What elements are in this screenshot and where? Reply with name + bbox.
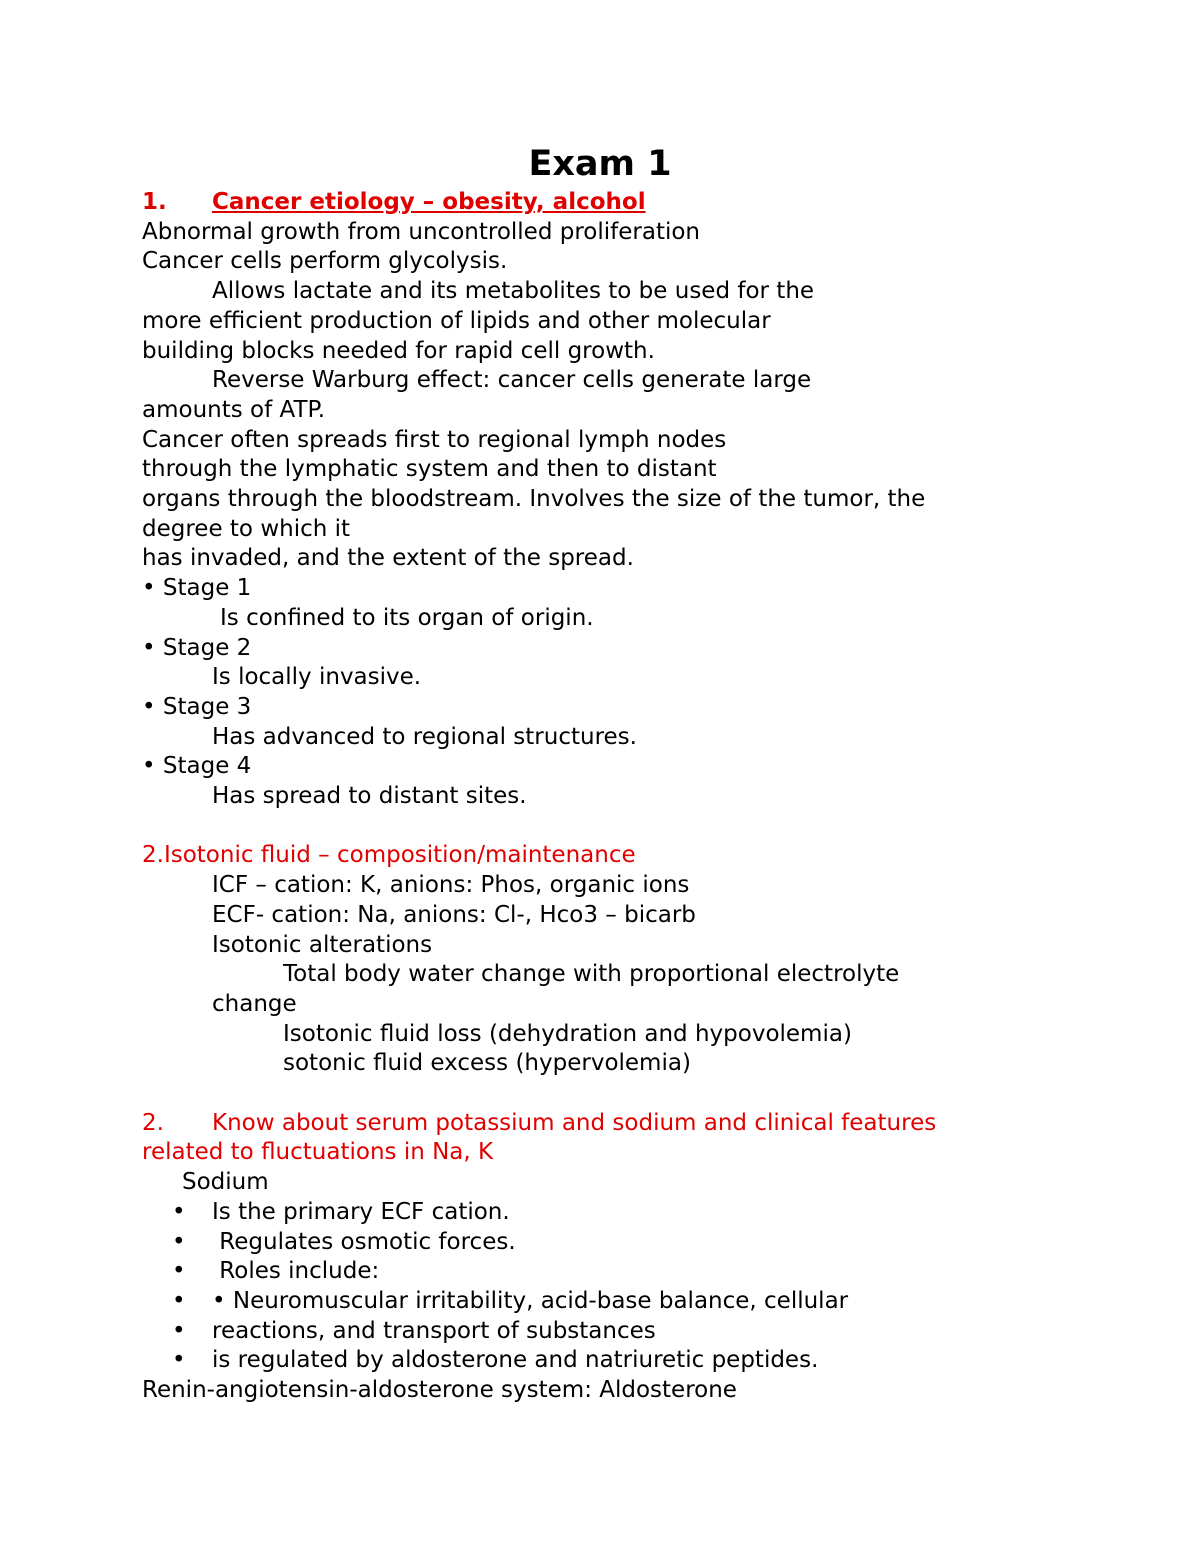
stage-label: • Stage 4: [142, 753, 252, 780]
section2-heading: 2.Isotonic fluid – composition/maintenance: [142, 842, 636, 869]
bullet-icon: •: [172, 1347, 186, 1374]
section3-number: 2.: [142, 1109, 164, 1136]
sodium-bullet: [142, 1287, 1032, 1317]
sodium-bullet: [142, 1198, 1032, 1228]
stage-description: Is confined to its organ of origin.: [220, 604, 594, 631]
page-title: Exam 1: [528, 144, 672, 184]
bullet-icon: •: [172, 1228, 186, 1255]
sodium-bullet-text: Regulates osmotic forces.: [212, 1228, 516, 1255]
section1-line: amounts of ATP.: [142, 396, 326, 423]
section2-subitem: sotonic fluid excess (hypervolemia): [283, 1050, 691, 1077]
sodium-bullet: [142, 1317, 1032, 1347]
sodium-bullet: [142, 1257, 1032, 1287]
section2-item: ICF – cation: K, anions: Phos, organic ions: [212, 872, 690, 899]
stage-description: Has advanced to regional structures.: [212, 723, 637, 750]
bullet-icon: •: [172, 1317, 186, 1344]
section1-line: has invaded, and the extent of the spread.: [142, 545, 634, 572]
section1-heading-text: Cancer etiology – obesity, alcohol: [212, 189, 646, 215]
section1-number: 1.: [142, 189, 167, 215]
sodium-bullet: [142, 1346, 1032, 1376]
section3-heading: [142, 1109, 1032, 1139]
sodium-bullet: [142, 1228, 1032, 1258]
section1-line: more efficient production of lipids and other molecular: [142, 307, 771, 334]
stage-label: • Stage 3: [142, 693, 252, 720]
section3-heading-text: Know about serum potassium and sodium and clinical features: [212, 1109, 937, 1136]
sodium-label: Sodium: [182, 1169, 269, 1196]
stage-description: Is locally invasive.: [212, 664, 422, 691]
section1-line: through the lymphatic system and then to distant: [142, 456, 717, 483]
section1-line: Cancer cells perform glycolysis.: [142, 248, 508, 275]
section3-heading-continuation: related to fluctuations in Na, K: [142, 1139, 494, 1166]
section1-line: organs through the bloodstream. Involves the size of the tumor, the: [142, 486, 926, 513]
section1-line: degree to which it: [142, 515, 351, 542]
section1-heading: [142, 188, 1032, 218]
bullet-icon: •: [172, 1258, 186, 1285]
spacer: [142, 1079, 1032, 1109]
section1-line: Abnormal growth from uncontrolled proliferation: [142, 218, 700, 245]
sodium-bullet-text: is regulated by aldosterone and natriuretic peptides.: [212, 1347, 819, 1374]
section2-item: Isotonic alterations: [212, 931, 433, 958]
stage-label: • Stage 1: [142, 575, 252, 602]
section1-indented-line: Reverse Warburg effect: cancer cells generate large: [212, 367, 812, 394]
sodium-bullet-text: • Neuromuscular irritability, acid-base balance, cellular: [212, 1287, 849, 1314]
bullet-icon: •: [172, 1287, 186, 1314]
section2-subitem-continuation: change: [212, 990, 297, 1017]
spacer: [142, 812, 1032, 842]
section2-subitem: Isotonic fluid loss (dehydration and hypovolemia): [283, 1020, 852, 1047]
section1-indented-line: Allows lactate and its metabolites to be used for the: [212, 278, 815, 305]
section1-line: Cancer often spreads first to regional lymph nodes: [142, 426, 727, 453]
sodium-bullet-text: reactions, and transport of substances: [212, 1317, 656, 1344]
section1-line: building blocks needed for rapid cell growth.: [142, 337, 655, 364]
sodium-bullet-text: Is the primary ECF cation.: [212, 1198, 510, 1225]
stage-description: Has spread to distant sites.: [212, 783, 527, 810]
stage-label: • Stage 2: [142, 634, 252, 661]
section2-item: ECF- cation: Na, anions: Cl-, Hco3 – bicarb: [212, 901, 696, 928]
section3-closing-line: Renin-angiotensin-aldosterone system: Aldosterone: [142, 1377, 737, 1404]
bullet-icon: •: [172, 1198, 186, 1225]
sodium-bullet-text: Roles include:: [212, 1258, 380, 1285]
document-page: [142, 140, 1032, 1406]
section2-subitem: Total body water change with proportional electrolyte: [283, 961, 900, 988]
